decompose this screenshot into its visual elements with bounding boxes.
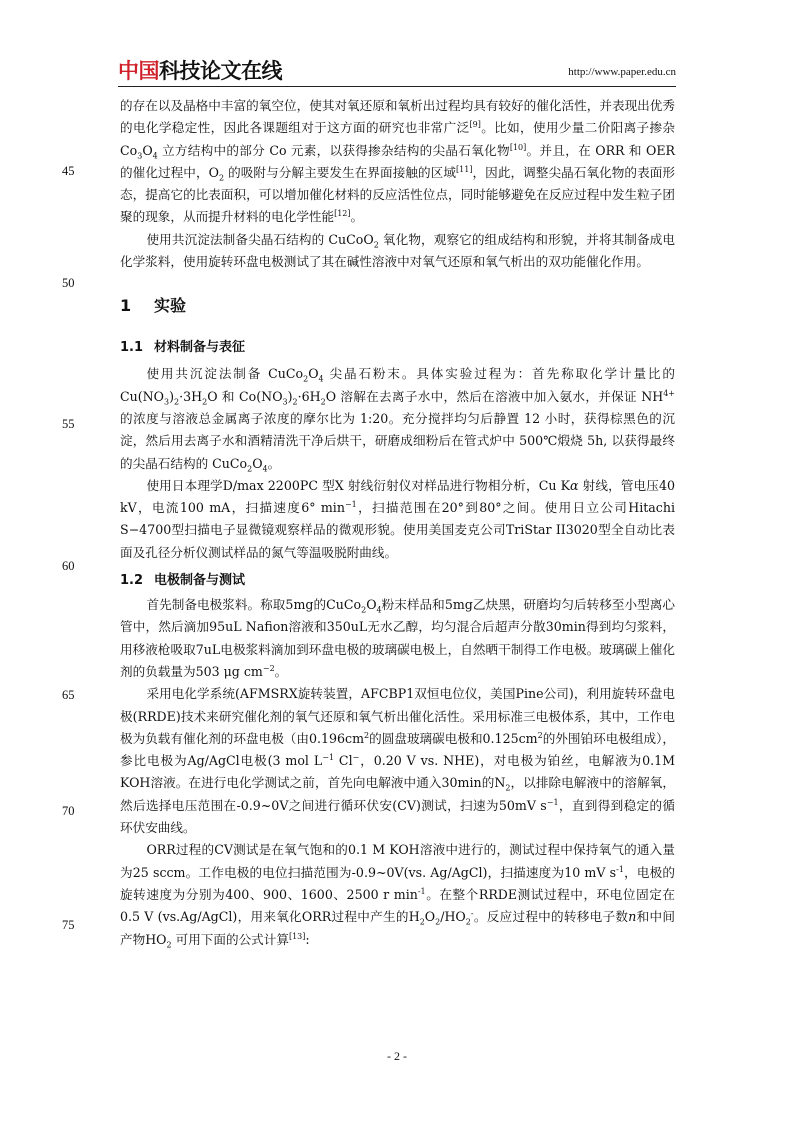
- page-header: [118, 60, 676, 82]
- header-url[interactable]: http://www.paper.edu.cn: [568, 66, 676, 78]
- paragraph-4: 使用日本理学D/max 2200PC 型X 射线衍射仪对样品进行物相分析，Cu Kα 射线，管电压40 kV，电流100 mA，扫描速度6° $\min^{-1}$，扫描范围在20°到80°之间。使用日立公司Hitachi S−4700型扫描电子显微镜观察样品的微观形貌。使用美国麦克公司TriStar II3020型全自动比表面及孔径分析仪测试样品的氮气等温吸脱附曲线。: [120, 477, 676, 560]
- line-number: 70: [62, 804, 75, 818]
- logo-black-text: 科技论文在线: [159, 59, 282, 83]
- line-number: 50: [62, 276, 75, 290]
- paragraph-3: 使用共沉淀法制备 $CuCo_2O_4$ 尖晶石粉末。具体实验过程为：首先称取化学计量比的 $Cu(NO_3)_2\cdot 3H_2O$ 和 $Co(NO_3)_2\cdot 6H_2O$ 溶解在去离子水中，然后在溶液中加入氨水，并保证 $NH^{4+}$ 的浓度与溶液总金属离子浓度的摩尔比为 1:20。充分搅拌均匀后静置 12 小时，获得棕黑色的沉淀，然后用去离子水和酒精清洗干净后烘干，研磨成细粉后在管式炉中 500℃煅烧 5h, 以获得最终的尖晶石结构的 $CuCo_2O_4$。: [120, 366, 675, 474]
- paragraph-1: 的存在以及晶格中丰富的氧空位，使其对氧还原和氧析出过程均具有较好的催化活性，并表现出优秀的电化学稳定性，因此各课题组对于这方面的研究也非常广泛[9]。比如，使用少量二价阳离子掺杂 $Co_3O_4$ 立方结构中的部分 Co 元素，以获得掺杂结构的尖晶石氧化物[10]。并且，在 ORR 和 OER 的催化过程中，$O_2$ 的吸附与分解主要发生在界面接触的区域[11]，因此，调整尖晶石氧化物的表面形态，提高它的比表面积，可以增加催化材料的反应活性位点，同时能够避免在反应过程中发生粒子团聚的现象，从而提升材料的电化学性能[12]。: [120, 98, 676, 225]
- paragraph-6: 采用电化学系统(AFMSRX旋转装置，AFCBP1双恒电位仪，美国Pine公司)，利用旋转环盘电极(RRDE)技术来研究催化剂的氧气还原和氧气析出催化活性。采用标准三电极体系，其中，工作电极为负载有催化剂的环盘电极（由$0.196cm^2$的圆盘玻璃碳电极和$0.125cm^2$的外围铂环电极组成），参比电极为Ag/AgCl电极(3 mol $L^{-1}$ Cl−，0.20 V vs. NHE)，对电极为铂丝，电解液为0.1M KOH溶液。在进行电化学测试之前，首先向电解液中通入30min的$N_2$，以排除电解液中的溶解氧，然后选择电压范围在-0.9~0V之间进行循环伏安(CV)测试，扫速为50mV $s^{-1}$，直到得到稳定的循环伏安曲线。: [120, 686, 676, 836]
- page-number: - 2 -: [387, 1049, 407, 1063]
- section-heading-1-2: 1.2 电极制备与测试: [120, 573, 246, 589]
- line-number: 60: [62, 559, 75, 573]
- logo-red-text: 中国: [118, 59, 159, 83]
- site-logo[interactable]: [118, 60, 282, 82]
- paper-body: [120, 95, 675, 951]
- paragraph-7: ORR过程的CV测试是在氧气饱和的0.1 M KOH溶液中进行的，测试过程中保持氧气的通入量为25 sccm。工作电极的电位扫描范围为-0.9~0V(vs. Ag/AgCl)，扫描速度为10 mV $s^{-1}$，电极的旋转速度为分别为400、900、1600、2500 r $\min^{-1}$。在整个RRDE测试过程中，环电位固定在0.5 V (vs.Ag/AgCl)，用来氧化ORR过程中产生的$H_2O_2/HO_2^-$。反应过程中的转移电子数n和中间产物$HO_2$ 可用下面的公式计算[13]:: [120, 842, 676, 950]
- header-rule: [118, 86, 676, 87]
- line-number: 65: [62, 688, 75, 702]
- line-number: 75: [62, 918, 75, 932]
- paragraph-5: 首先制备电极浆料。称取5mg的$CuCo_2O_4$粉末样品和5mg乙炔黑，研磨均匀后转移至小型离心管中，然后滴加95uL Nafion溶液和350uL无水乙醇，均匀混合后超声分散30min得到均匀浆料，用移液枪吸取7uL电极浆料滴加到环盘电极的玻璃碳电极上，自然晒干制得工作电极。玻璃碳上催化剂的负载量为503 μg $cm^{-2}$。: [120, 597, 675, 679]
- paragraph-2: 使用共沉淀法制备尖晶石结构的 CuCoO$_2$ 氧化物，观察它的组成结构和形貌，并将其制备成电化学浆料，使用旋转环盘电极测试了其在碱性溶液中对氧气还原和氧气析出的双功能催化作用。: [120, 231, 675, 270]
- section-heading-1-1: 1.1 材料制备与表征: [120, 340, 246, 356]
- line-number: 55: [62, 417, 75, 431]
- section-heading-1: 1 实验: [120, 296, 187, 316]
- line-number: 45: [62, 164, 75, 178]
